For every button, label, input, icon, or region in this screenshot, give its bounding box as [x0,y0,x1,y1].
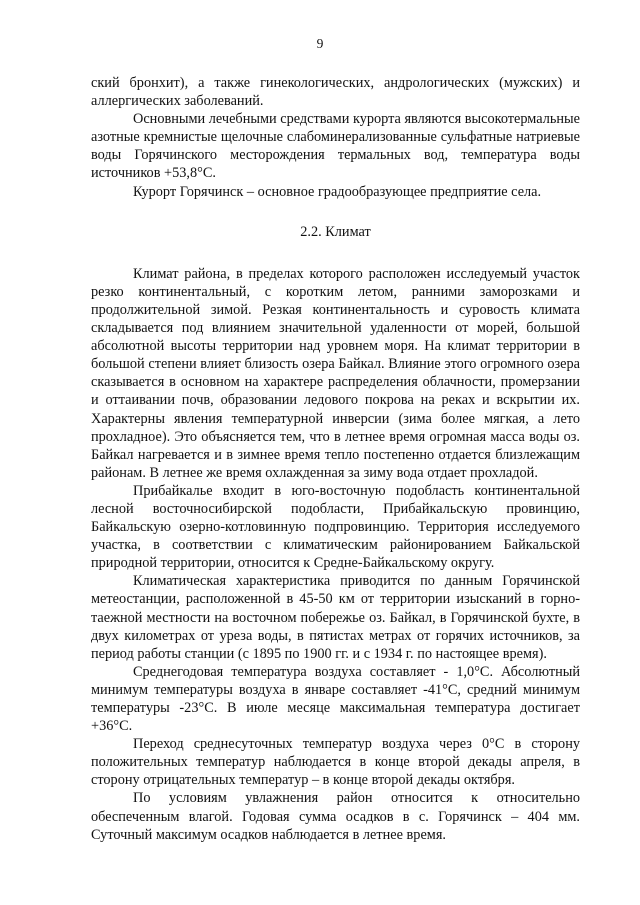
paragraph-continuation: ский бронхит), а также гинекологических, андрологических (мужских) и аллергических заболеваний. [91,75,580,110]
paragraph-air-temperature: Среднегодовая температура воздуха составляет - 1,0°С. Абсолютный минимум температуры воздуха в январе составляет -41°С, средний минимум температуры -23°С. В июле месяце максимальная температура достигает +36°С. [91,663,580,735]
paragraph-resort-remedies: Основными лечебными средствами курорта являются высокотермальные азотные кремнистые щелочные слабоминерализованные сульфатные натриевые воды Горячинского месторождения термальных вод, температура воды источников +53,8°С. [91,111,580,182]
page-content [91,74,580,844]
paragraph-temperature-transition: Переход среднесуточных температур воздуха через 0°С в сторону положительных температур наблюдается в конце второй декады апреля, в сторону отрицательных температур – в конце второй декады октября. [91,736,580,789]
page-number: 9 [316,36,324,51]
paragraph-weather-station: Климатическая характеристика приводится по данным Горячинской метеостанции, расположенной в 45-50 км от территории изысканий в горно-таежной местности на восточном побережье оз. Байкал, в Горячинской бухте, в двух километрах от уреза воды, в пятистах метрах от горячих источников, за период работы станции (с 1895 по 1900 гг. и с 1934 г. по настоящее время). [91,573,580,662]
paragraph-climate-overview: Климат района, в пределах которого расположен исследуемый участок резко континентальный, с коротким летом, ранними заморозками и продолжительной зимой. Резкая континентальность и суровость климата складывается под влиянием значительной удаленности от морей, большой абсолютной высоты территории над уровнем моря. На климат территории в большой степени влияет близость озера Байкал. Влияние этого огромного озера сказывается в основном на характере распределения облачности, промерзании и оттаивании почв, образовании ледового покрова на реках и вскрытии их. Характерны явления температурной инверсии (зима более мягкая, а лето прохладное). Это объясняется тем, что в летнее время огромная масса воды оз. Байкал нагревается и в зимнее время тепло постепенно отдается близлежащим районам. В летнее же время охлажденная за зиму вода отдает прохладой. [91,265,580,481]
section-heading-climate: 2.2. Климат [300,223,371,240]
paragraph-climate-region: Прибайкалье входит в юго-восточную подобласть континентальной лесной восточносибирской подобласти, Прибайкальскую провинцию, Байкальскую озерно-котловинную подпровинцию. Территория исследуемого участка, в соответствии с климатическим районированием Байкальской природной территории, относится к Средне-Байкальскому округу. [91,482,580,572]
paragraph-precipitation: По условиям увлажнения район относится к относительно обеспеченным влагой. Годовая сумма осадков в с. Горячинск – 404 мм. Суточный максимум осадков наблюдается в летнее время. [91,790,580,843]
paragraph-resort-role: Курорт Горячинск – основное градообразующее предприятие села. [133,183,542,200]
